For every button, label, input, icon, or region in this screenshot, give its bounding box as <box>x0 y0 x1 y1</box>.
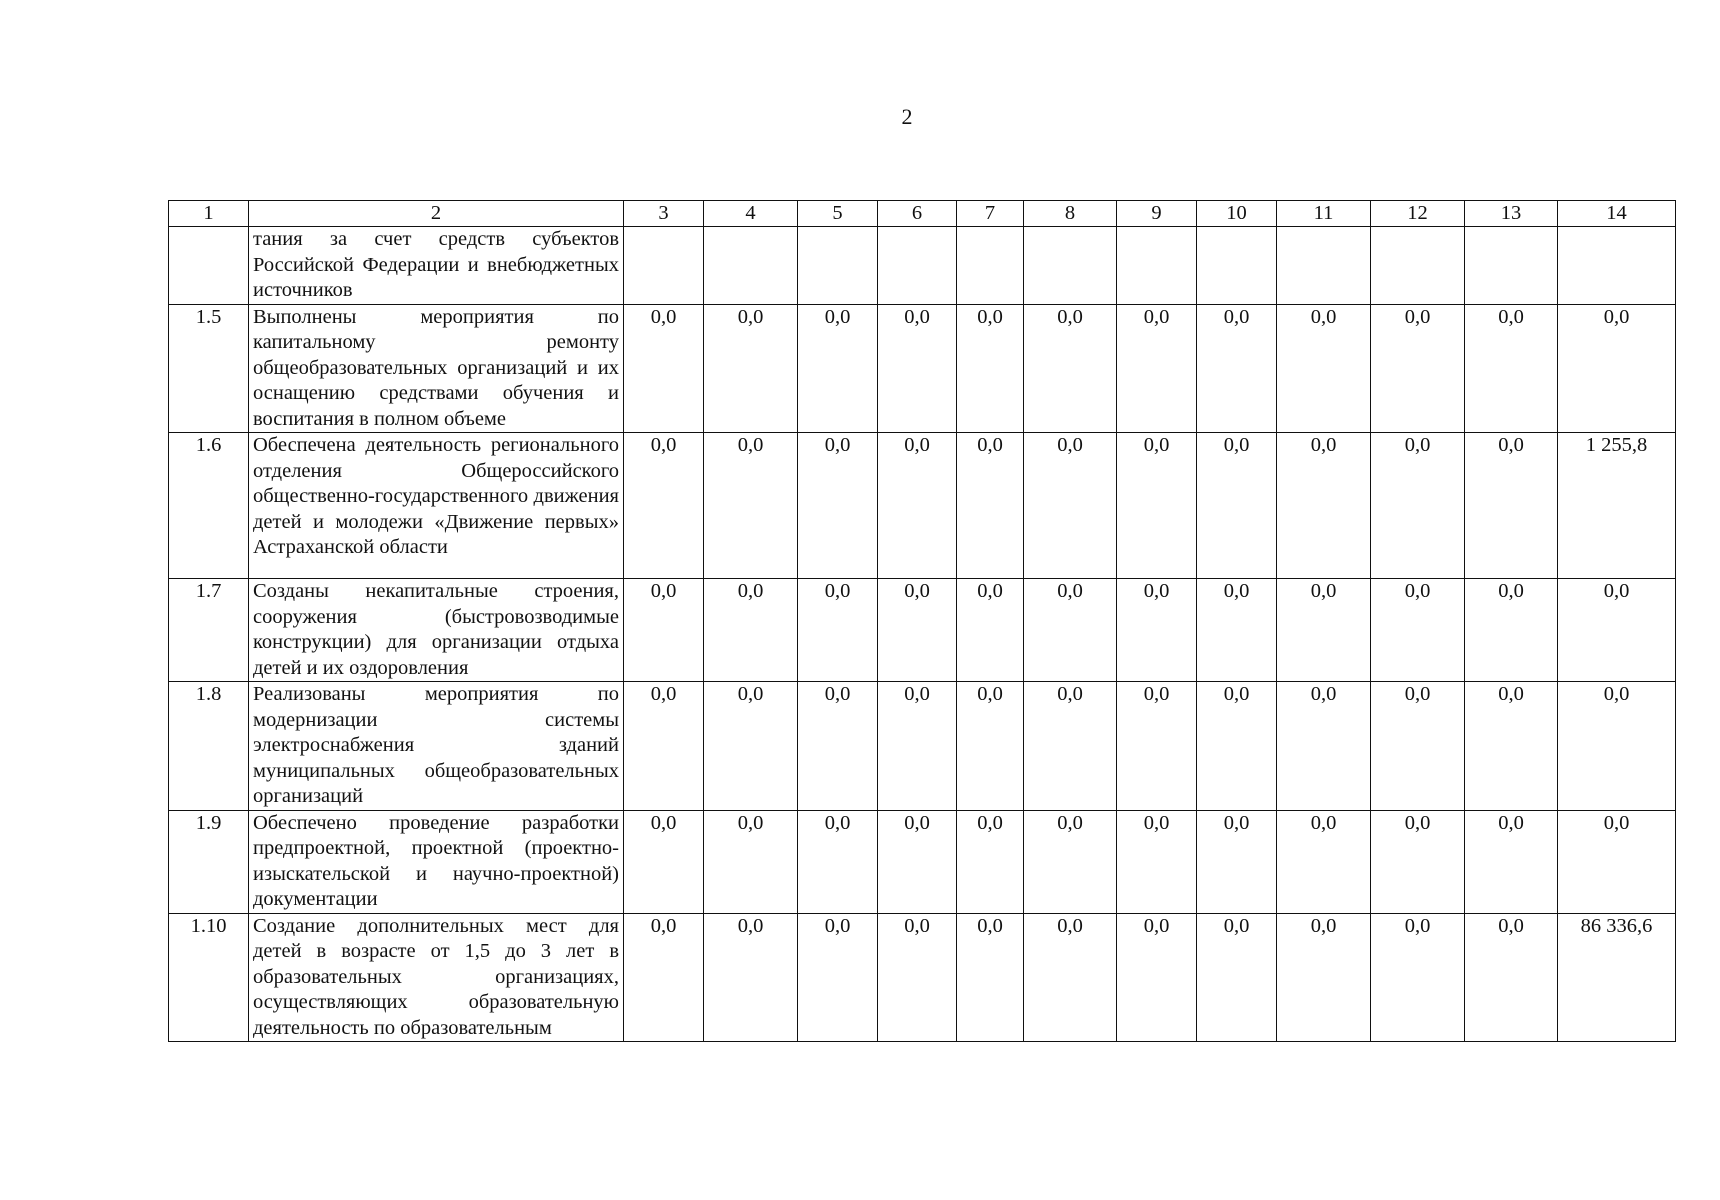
value-cell-col-7: 0,0 <box>957 304 1024 433</box>
value-cell-col-5: 0,0 <box>798 682 878 811</box>
value-cell-col-11: 0,0 <box>1277 579 1371 682</box>
value-cell-col-6: 0,0 <box>878 433 957 579</box>
value-cell-col-13: 0,0 <box>1465 579 1558 682</box>
value-cell-col-6 <box>878 227 957 305</box>
value-cell-col-13: 0,0 <box>1465 682 1558 811</box>
value-cell-col-8 <box>1024 227 1117 305</box>
value-cell-col-6: 0,0 <box>878 579 957 682</box>
row-number-cell: 1.8 <box>169 682 249 811</box>
row-number-cell: 1.7 <box>169 579 249 682</box>
value-cell-col-14: 0,0 <box>1558 682 1676 811</box>
value-cell-col-12: 0,0 <box>1371 304 1465 433</box>
value-cell-col-12: 0,0 <box>1371 579 1465 682</box>
value-cell-col-10: 0,0 <box>1197 304 1277 433</box>
row-description-cell: Созданы некапитальные строения, сооружения (быстровозводимые конструкции) для организации отдыха детей и их оздоровления <box>249 579 624 682</box>
row-number-cell: 1.6 <box>169 433 249 579</box>
value-cell-col-4: 0,0 <box>704 304 798 433</box>
value-cell-col-8: 0,0 <box>1024 579 1117 682</box>
table-row <box>169 682 1676 811</box>
value-cell-col-12: 0,0 <box>1371 913 1465 1042</box>
column-header-12: 12 <box>1371 201 1465 227</box>
row-number-cell <box>169 227 249 305</box>
value-cell-col-12: 0,0 <box>1371 682 1465 811</box>
row-description-cell: Реализованы мероприятия по модернизации системы электроснабжения зданий муниципальных общеобразовательных организаций <box>249 682 624 811</box>
value-cell-col-4: 0,0 <box>704 433 798 579</box>
value-cell-col-3 <box>624 227 704 305</box>
value-cell-col-6: 0,0 <box>878 682 957 811</box>
table-header-row <box>169 201 1676 227</box>
row-description-cell: Создание дополнительных мест для детей в возрасте от 1,5 до 3 лет в образовательных организациях, осуществляющих образовательную деятельность по образовательным <box>249 913 624 1042</box>
value-cell-col-12: 0,0 <box>1371 433 1465 579</box>
value-cell-col-3: 0,0 <box>624 579 704 682</box>
value-cell-col-7: 0,0 <box>957 579 1024 682</box>
row-description-cell: тания за счет средств субъектов Российской Федерации и внебюджетных источников <box>249 227 624 305</box>
value-cell-col-7: 0,0 <box>957 913 1024 1042</box>
value-cell-col-5: 0,0 <box>798 304 878 433</box>
table-row <box>169 579 1676 682</box>
value-cell-col-9: 0,0 <box>1117 579 1197 682</box>
value-cell-col-11 <box>1277 227 1371 305</box>
value-cell-col-4: 0,0 <box>704 682 798 811</box>
row-description-cell: Обеспечено проведение разработки предпроектной, проектной (проектно-изыскательской и научно-проектной) документации <box>249 810 624 913</box>
column-header-3: 3 <box>624 201 704 227</box>
value-cell-col-5 <box>798 227 878 305</box>
value-cell-col-6: 0,0 <box>878 810 957 913</box>
row-number-cell: 1.9 <box>169 810 249 913</box>
value-cell-col-11: 0,0 <box>1277 304 1371 433</box>
value-cell-col-4: 0,0 <box>704 810 798 913</box>
value-cell-col-11: 0,0 <box>1277 433 1371 579</box>
table-row <box>169 913 1676 1042</box>
budget-table <box>168 200 1676 1042</box>
column-header-8: 8 <box>1024 201 1117 227</box>
value-cell-col-7: 0,0 <box>957 682 1024 811</box>
column-header-6: 6 <box>878 201 957 227</box>
column-header-11: 11 <box>1277 201 1371 227</box>
value-cell-col-9: 0,0 <box>1117 913 1197 1042</box>
value-cell-col-9: 0,0 <box>1117 433 1197 579</box>
value-cell-col-4: 0,0 <box>704 913 798 1042</box>
table-body <box>169 201 1676 1042</box>
value-cell-col-13: 0,0 <box>1465 913 1558 1042</box>
column-header-5: 5 <box>798 201 878 227</box>
value-cell-col-10: 0,0 <box>1197 810 1277 913</box>
value-cell-col-3: 0,0 <box>624 682 704 811</box>
value-cell-col-11: 0,0 <box>1277 682 1371 811</box>
value-cell-col-9: 0,0 <box>1117 810 1197 913</box>
value-cell-col-7 <box>957 227 1024 305</box>
column-header-7: 7 <box>957 201 1024 227</box>
page-number: 2 <box>901 104 913 129</box>
value-cell-col-14: 0,0 <box>1558 304 1676 433</box>
value-cell-col-11: 0,0 <box>1277 810 1371 913</box>
value-cell-col-5: 0,0 <box>798 433 878 579</box>
value-cell-col-4 <box>704 227 798 305</box>
value-cell-col-3: 0,0 <box>624 433 704 579</box>
value-cell-col-13: 0,0 <box>1465 304 1558 433</box>
value-cell-col-14: 0,0 <box>1558 579 1676 682</box>
row-number-cell: 1.10 <box>169 913 249 1042</box>
value-cell-col-8: 0,0 <box>1024 304 1117 433</box>
value-cell-col-10: 0,0 <box>1197 579 1277 682</box>
value-cell-col-10: 0,0 <box>1197 433 1277 579</box>
row-description-cell: Обеспечена деятельность регионального отделения Общероссийского общественно-государственного движения детей и молодежи «Движение первых» Астраханской области <box>249 433 624 579</box>
value-cell-col-8: 0,0 <box>1024 433 1117 579</box>
column-header-13: 13 <box>1465 201 1558 227</box>
column-header-1: 1 <box>169 201 249 227</box>
column-header-10: 10 <box>1197 201 1277 227</box>
value-cell-col-14: 0,0 <box>1558 810 1676 913</box>
value-cell-col-6: 0,0 <box>878 913 957 1042</box>
value-cell-col-9: 0,0 <box>1117 682 1197 811</box>
value-cell-col-8: 0,0 <box>1024 810 1117 913</box>
value-cell-col-14: 1 255,8 <box>1558 433 1676 579</box>
value-cell-col-7: 0,0 <box>957 433 1024 579</box>
value-cell-col-9: 0,0 <box>1117 304 1197 433</box>
value-cell-col-5: 0,0 <box>798 579 878 682</box>
value-cell-col-6: 0,0 <box>878 304 957 433</box>
value-cell-col-5: 0,0 <box>798 810 878 913</box>
value-cell-col-5: 0,0 <box>798 913 878 1042</box>
value-cell-col-14 <box>1558 227 1676 305</box>
table-row <box>169 227 1676 305</box>
value-cell-col-8: 0,0 <box>1024 682 1117 811</box>
value-cell-col-12 <box>1371 227 1465 305</box>
value-cell-col-9 <box>1117 227 1197 305</box>
value-cell-col-8: 0,0 <box>1024 913 1117 1042</box>
value-cell-col-10: 0,0 <box>1197 913 1277 1042</box>
value-cell-col-7: 0,0 <box>957 810 1024 913</box>
value-cell-col-10: 0,0 <box>1197 682 1277 811</box>
value-cell-col-11: 0,0 <box>1277 913 1371 1042</box>
value-cell-col-13 <box>1465 227 1558 305</box>
column-header-14: 14 <box>1558 201 1676 227</box>
value-cell-col-13: 0,0 <box>1465 433 1558 579</box>
value-cell-col-14: 86 336,6 <box>1558 913 1676 1042</box>
column-header-9: 9 <box>1117 201 1197 227</box>
value-cell-col-3: 0,0 <box>624 304 704 433</box>
table-row <box>169 433 1676 579</box>
column-header-2: 2 <box>249 201 624 227</box>
column-header-4: 4 <box>704 201 798 227</box>
value-cell-col-10 <box>1197 227 1277 305</box>
value-cell-col-3: 0,0 <box>624 810 704 913</box>
budget-table-container <box>168 200 1676 1042</box>
row-number-cell: 1.5 <box>169 304 249 433</box>
table-row <box>169 810 1676 913</box>
value-cell-col-13: 0,0 <box>1465 810 1558 913</box>
value-cell-col-3: 0,0 <box>624 913 704 1042</box>
table-row <box>169 304 1676 433</box>
value-cell-col-4: 0,0 <box>704 579 798 682</box>
value-cell-col-12: 0,0 <box>1371 810 1465 913</box>
row-description-cell: Выполнены мероприятия по капитальному ремонту общеобразовательных организаций и их оснащению средствами обучения и воспитания в полном объеме <box>249 304 624 433</box>
